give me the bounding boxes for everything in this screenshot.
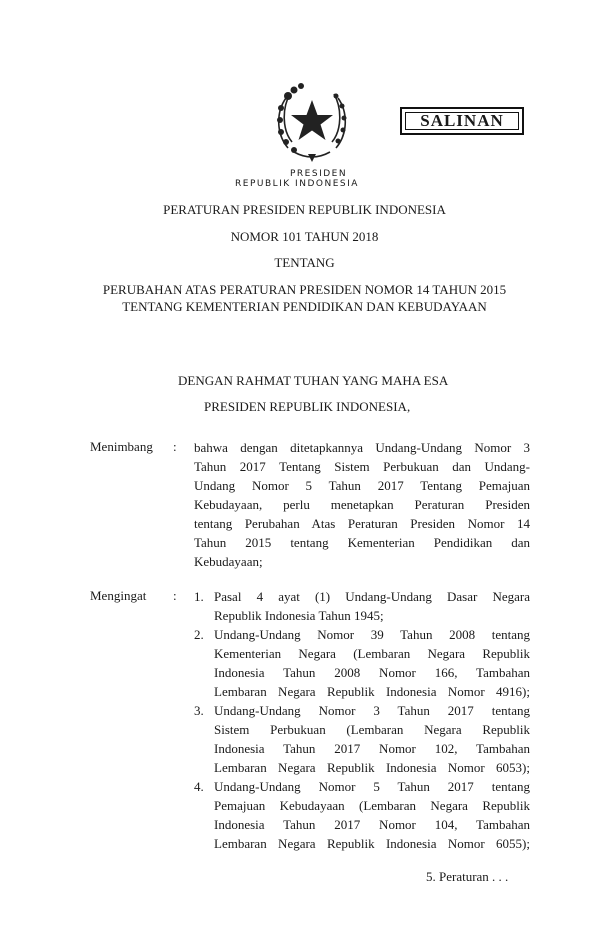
menimbang-label: Menimbang <box>90 439 153 454</box>
item-line: Undang-Undang Nomor 3 Tahun 2017 tentang <box>214 703 530 718</box>
item-line: Pasal 4 ayat (1) Undang-Undang Dasar Negara <box>214 589 530 604</box>
item-number: 2. <box>194 627 204 642</box>
item-line: Indonesia Tahun 2017 Nomor 104, Tambahan <box>214 817 530 832</box>
menimbang-line: Kebudayaan; <box>194 554 263 569</box>
menimbang-line: Kebudayaan, perlu menetapkan Peraturan Presiden <box>194 497 530 512</box>
list-item <box>194 587 530 625</box>
garuda-emblem-icon <box>272 78 352 164</box>
item-line: Kementerian Negara (Lembaran Negara Republik <box>214 646 530 661</box>
list-item <box>194 701 530 777</box>
item-line: Undang-Undang Nomor 5 Tahun 2017 tentang <box>214 779 530 794</box>
preamble-line2: PRESIDEN REPUBLIK INDONESIA, <box>204 399 411 414</box>
item-number: 3. <box>194 703 204 718</box>
item-line: Undang-Undang Nomor 39 Tahun 2008 tentang <box>214 627 530 642</box>
salinan-badge <box>400 107 524 135</box>
menimbang-line: Tahun 2015 tentang Kementerian Pendidikan dan <box>194 535 530 550</box>
list-item <box>194 777 530 853</box>
regulation-number: NOMOR 101 TAHUN 2018 <box>230 229 379 244</box>
item-line: Indonesia Tahun 2017 Nomor 102, Tambahan <box>214 741 530 756</box>
list-item <box>194 625 530 701</box>
item-line: Lembaran Negara Republik Indonesia Nomor 4916); <box>214 684 530 699</box>
salinan-label: SALINAN <box>420 111 504 130</box>
regulation-subject-line2: TENTANG KEMENTERIAN PENDIDIKAN DAN KEBUDAYAAN <box>122 299 487 314</box>
menimbang-paragraph <box>194 438 530 571</box>
regulation-title: PERATURAN PRESIDEN REPUBLIK INDONESIA <box>163 202 446 217</box>
page-continuation: 5. Peraturan . . . <box>426 869 509 884</box>
regulation-tentang: TENTANG <box>274 255 335 270</box>
item-line: Lembaran Negara Republik Indonesia Nomor 6053); <box>214 760 530 775</box>
mengingat-colon: : <box>173 588 177 603</box>
menimbang-line: Tahun 2017 Tentang Sistem Perbukuan dan Undang- <box>194 459 530 474</box>
office-line1: PRESIDEN <box>290 169 348 179</box>
menimbang-colon: : <box>173 439 177 454</box>
regulation-subject-line1: PERUBAHAN ATAS PERATURAN PRESIDEN NOMOR 14 TAHUN 2015 <box>102 282 507 297</box>
menimbang-line: bahwa dengan ditetapkannya Undang-Undang Nomor 3 <box>194 440 530 455</box>
mengingat-label: Mengingat <box>90 588 147 603</box>
menimbang-line: tentang Perubahan Atas Peraturan Presiden Nomor 14 <box>194 516 530 531</box>
item-line: Sistem Perbukuan (Lembaran Negara Republik <box>214 722 530 737</box>
item-line: Lembaran Negara Republik Indonesia Nomor 6055); <box>214 836 530 851</box>
item-number: 1. <box>194 589 204 604</box>
item-line: Republik Indonesia Tahun 1945; <box>214 608 384 623</box>
preamble-line1: DENGAN RAHMAT TUHAN YANG MAHA ESA <box>178 373 449 388</box>
item-line: Pemajuan Kebudayaan (Lembaran Negara Republik <box>214 798 530 813</box>
mengingat-list <box>194 587 530 853</box>
office-line2: REPUBLIK INDONESIA <box>235 179 359 189</box>
menimbang-line: Undang Nomor 5 Tahun 2017 Tentang Pemajuan <box>194 478 530 493</box>
item-line: Indonesia Tahun 2008 Nomor 166, Tambahan <box>214 665 530 680</box>
item-number: 4. <box>194 779 204 794</box>
